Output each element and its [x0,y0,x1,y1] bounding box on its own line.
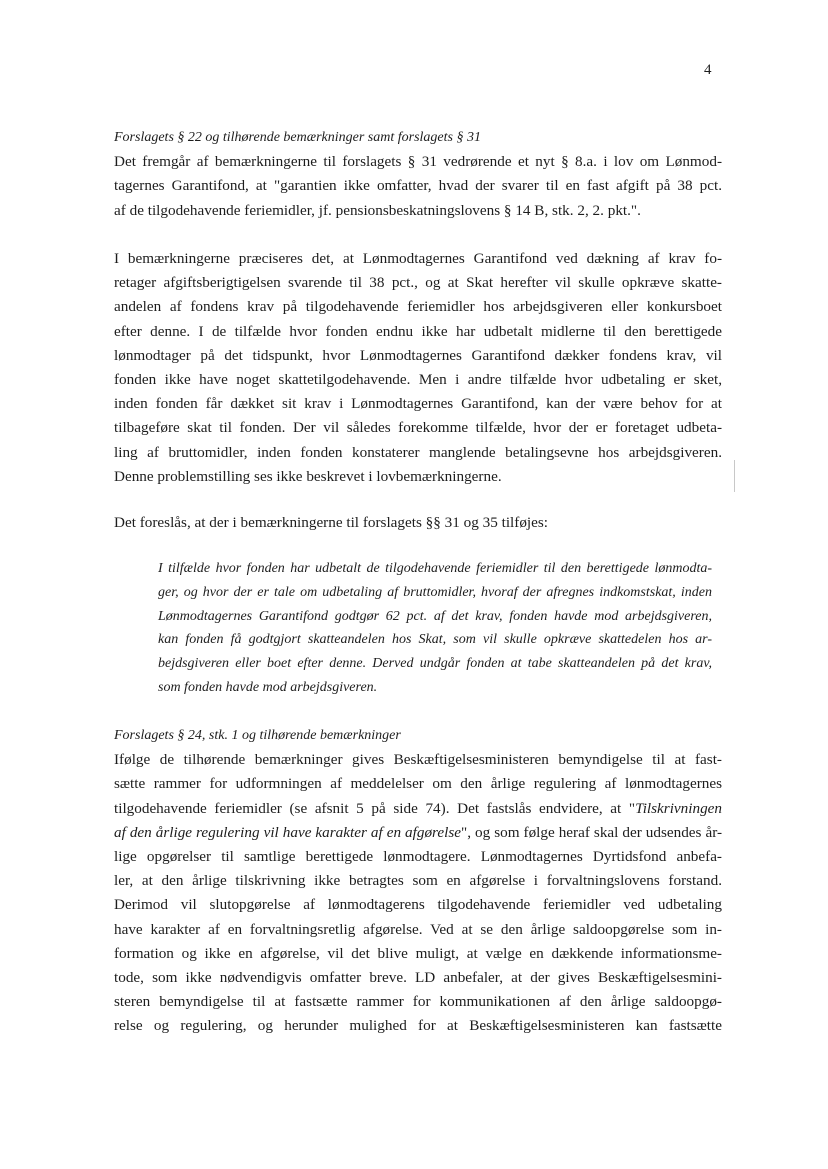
paragraph-line: I bemærkningerne præciseres det, at Lønmodtagernes Garantifond ved dækning af krav fo- [114,250,722,267]
quote-line: som fonden havde mod arbejdsgiveren. [158,679,378,695]
quote-line: ger, og hvor der er tale om udbetaling af bruttomidler, hvoraf der afregnes indkomstskat, inden [158,584,712,600]
paragraph-line: tilbageføre skat til fonden. Der vil således forekomme tilfælde, hvor der er foretaget udbeta- [114,419,722,437]
section-1-heading: Forslagets § 22 og tilhørende bemærkninger samt forslagets § 31 [114,130,481,145]
section-1 [114,126,722,223]
paragraph-line [114,821,722,845]
paragraph-line: formation og ikke en afgørelse, vil det blive muligt, at vælge en dækkende informationsme- [114,944,722,962]
quoted-proposal [158,557,712,700]
paragraph-line: ler, at den årlige tilskrivning ikke betragtes som en afgørelse i forvaltningslovens forstand. [114,872,722,890]
paragraph-line: Ifølge de tilhørende bemærkninger gives Beskæftigelsesministeren bemyndigelse til at fast- [114,751,722,769]
quote-line: Lønmodtagernes Garantifond godtgør 62 pct. af det krav, fonden havde mod arbejdsgiveren, [158,608,712,624]
page-number: 4 [704,62,712,78]
paragraph-line [114,797,722,821]
paragraph-line: inden fonden får dækket sit krav i Lønmodtagernes Garantifond, kan der være behov for at [114,395,722,413]
paragraph-line: fonden ikke have noget skattetilgodehavende. Men i andre tilfælde hvor udbetaling er sket, [114,371,722,389]
section-3-intro: Det foreslås, at der i bemærkningerne til forslagets §§ 31 og 35 tilføjes: [114,514,549,531]
section-3-intro-block [114,511,722,535]
paragraph-line: lønmodtager på det tidspunkt, hvor Lønmodtagernes Garantifond dækker fondens krav, vil [114,346,722,364]
section-4 [114,724,722,1039]
line-text: tilgodehavende feriemidler (se afsnit 5 på side 74). Det fastslås endvidere, at " [114,799,636,817]
paragraph-line: Det fremgår af bemærkningerne til forslagets § 31 vedrørende et nyt § 8.a. i lov om Lønmod- [114,153,722,171]
paragraph-line: have karakter af en forvaltningsretlig afgørelse. Ved at se den årlige saldoopgørelse som in- [114,920,722,938]
paragraph-line: Derimod vil slutopgørelse af lønmodtagerens tilgodehavende feriemidler ved udbetaling [114,896,722,914]
quote-line: I tilfælde hvor fonden har udbetalt de tilgodehavende feriemidler til den berettigede lønmodta- [158,561,712,576]
paragraph-line: steren bemyndigelse til at fastsætte rammer for kommunikationen af den årlige saldoopgø- [114,993,722,1011]
paragraph-line: tagernes Garantifond, at "garantien ikke omfatter, hvad der svarer til en fast afgift på 38 pct. [114,177,722,195]
paragraph-line: af de tilgodehavende feriemidler, jf. pensionsbeskatningslovens § 14 B, stk. 2, 2. pkt.". [114,201,641,219]
margin-mark [734,460,735,492]
italic-quote: Tilskrivningen [635,799,722,817]
paragraph-line: retager afgiftsberigtigelsen svarende til 38 pct., og at Skat herefter vil skulle opkræve skatte- [114,274,722,292]
paragraph-line: relse og regulering, og herunder mulighed for at Beskæftigelsesministeren kan fastsætte [114,1017,722,1035]
line-text: ", og som følge heraf skal der udsendes år- [461,823,722,841]
quote-line: bejdsgiveren eller boet efter denne. Derved undgår fonden at tabe skatteandelen på det krav, [158,656,712,672]
section-2 [114,247,722,489]
paragraph-line: efter denne. I de tilfælde hvor fonden endnu ikke har udbetalt midlerne til den berettigede [114,322,722,340]
paragraph-line: andelen af fondens krav på tilgodehavende feriemidler hos arbejdsgiveren eller konkursboet [114,298,722,316]
paragraph-line: Denne problemstilling ses ikke beskrevet i lovbemærkningerne. [114,467,502,485]
paragraph-line: lige opgørelser til samtlige berettigede lønmodtagere. Lønmodtagernes Dyrtidsfond anbefa- [114,848,722,866]
paragraph-line: tode, som ikke nødvendigvis omfatter breve. LD anbefaler, at der gives Beskæftigelsesmini- [114,969,722,987]
paragraph-line: ling af bruttomidler, inden fonden konstaterer manglende betalingsevne hos arbejdsgiveren. [114,443,722,461]
quote-line: kan fonden få godtgjort skatteandelen hos Skat, som vil skulle opkræve skattedelen hos ar- [158,632,712,648]
section-4-heading: Forslagets § 24, stk. 1 og tilhørende bemærkninger [114,728,401,743]
italic-quote: af den årlige regulering vil have karakter af en afgørelse [114,823,461,841]
paragraph-line: sætte rammer for udformningen af meddelelser om den årlige regulering af lønmodtagernes [114,775,722,793]
